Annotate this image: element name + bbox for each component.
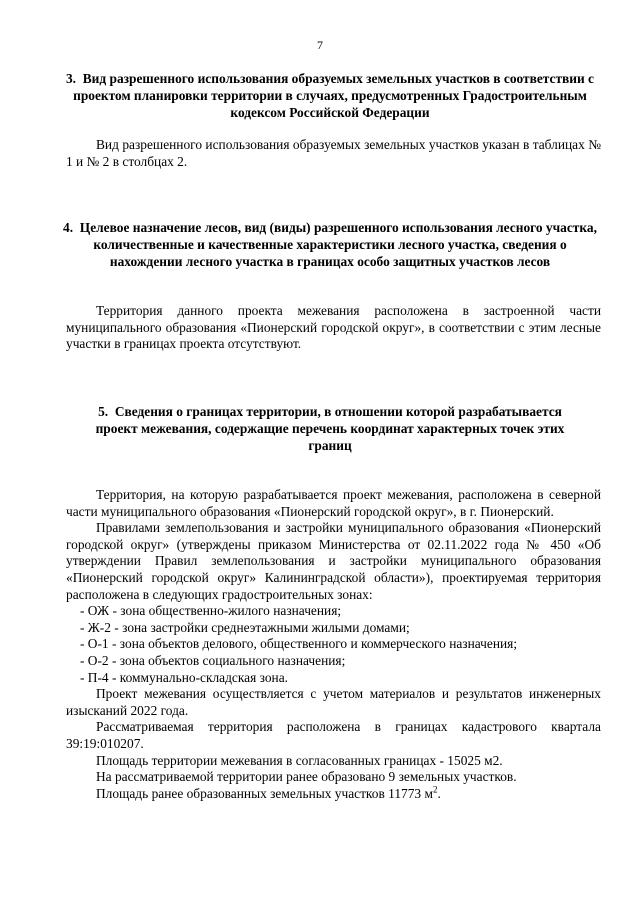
section-3-heading: [60, 70, 600, 122]
section-5-title: Сведения о границах территории, в отношении которой разрабатывается проект межевания, содержащие перечень координат характерных точек этих границ: [95, 404, 565, 454]
section-5-paragraph-5: Площадь территории межевания в согласованных границах - 15025 м2.: [96, 752, 503, 768]
zone-item: - П-4 - коммунально-складская зона.: [80, 669, 288, 685]
section-4-heading: [60, 219, 600, 271]
zones-list: [66, 603, 601, 686]
zone-item: - О-1 - зона объектов делового, общественного и коммерческого назначения;: [80, 636, 518, 652]
area-text: Площадь ранее образованных земельных участков 11773 м: [96, 785, 433, 801]
section-3-body: [66, 137, 601, 170]
zone-item: - Ж-2 - зона застройки среднеэтажными жилыми домами;: [80, 619, 410, 635]
area-period: .: [437, 785, 441, 801]
section-5-heading: [80, 403, 580, 455]
zone-item: - ОЖ - зона общественно-жилого назначения;: [80, 603, 342, 619]
section-5-paragraph-1: Территория, на которую разрабатывается проект межевания, расположена в северной части муниципального образования «Пионерский городской округ», в г. Пионерский.: [66, 487, 601, 519]
zone-item: - О-2 - зона объектов социального назначения;: [80, 652, 346, 668]
section-5-number: 5.: [98, 404, 109, 419]
section-5-body: [66, 487, 601, 802]
area-superscript: 2: [432, 784, 438, 795]
section-4-paragraph: Территория данного проекта межевания расположена в застроенной части муниципального образования «Пионерский городской округ», в соответствии с этим лесные участки в границах проекта отсутствуют.: [66, 303, 601, 352]
section-3-title: Вид разрешенного использования образуемых земельных участков в соответствии с проектом планировки территории в случаях, предусмотренных Градостроительным кодексом Российской Федерации: [73, 71, 595, 121]
section-5-paragraph-2: Правилами землепользования и застройки муниципального образования «Пионерский городской округ» (утверждены приказом Министерства от 02.11.2022 года № 450 «Об утверждении Правил землепользования и застройки муниципального образования «Пионерский городской округ» Калининградской области»), проектируемая территория расположена в следующих градостроительных зонах:: [66, 520, 601, 602]
section-4-number: 4.: [63, 220, 74, 235]
section-4-body: [66, 303, 601, 353]
section-5-paragraph-6: На рассматриваемой территории ранее образовано 9 земельных участков.: [96, 769, 517, 785]
section-4-title: Целевое назначение лесов, вид (виды) разрешенного использования лесного участка, количественные и качественные характеристики лесного участка, сведения о нахождении лесного участка в границах особо защитных участков лесов: [79, 220, 597, 270]
section-3-paragraph: Вид разрешенного использования образуемых земельных участков указан в таблицах № 1 и № 2 в столбцах 2.: [66, 137, 601, 169]
section-5-paragraph-7: [66, 786, 601, 803]
page-number: 7: [317, 38, 323, 52]
section-5-paragraph-4: Рассматриваемая территория расположена в границах кадастрового квартала 39:19:010207.: [66, 719, 601, 751]
section-5-paragraph-3: Проект межевания осуществляется с учетом материалов и результатов инженерных изысканий 2022 года.: [66, 686, 601, 718]
section-3-number: 3.: [65, 71, 77, 86]
